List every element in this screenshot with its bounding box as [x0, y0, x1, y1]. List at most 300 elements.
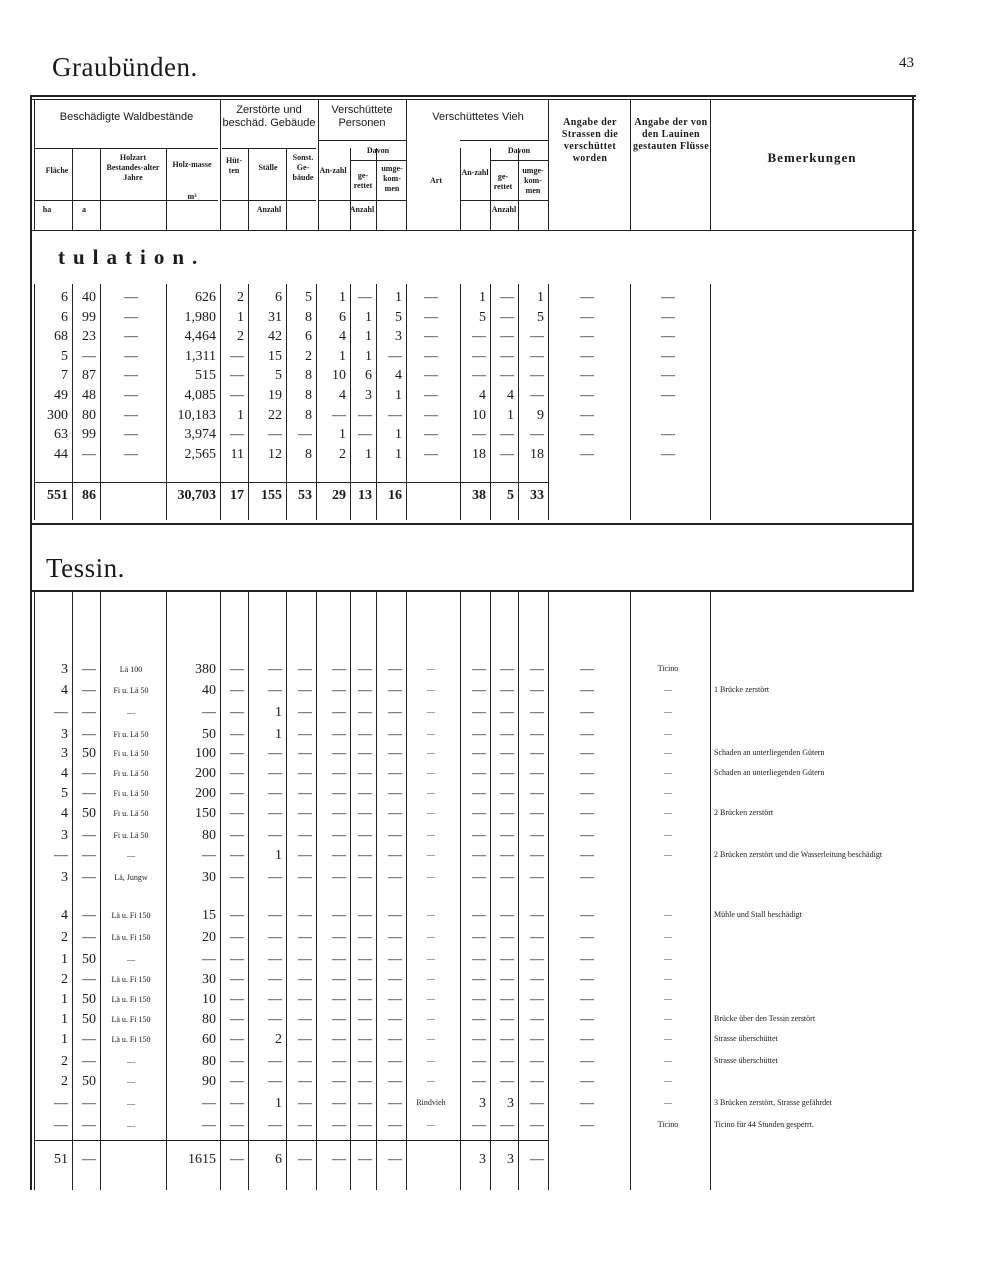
tessin-text-cell: —	[664, 808, 672, 817]
tessin-cell: —	[358, 1118, 372, 1133]
table-horizontal-rule	[460, 200, 548, 201]
graubuenden-cell: 6	[339, 309, 346, 325]
graubuenden-cell: 5	[395, 309, 402, 325]
tessin-cell: 2	[61, 930, 68, 945]
graubuenden-cell: —	[230, 368, 244, 384]
header-waldbestaende: Beschädigte Waldbestände	[59, 111, 194, 123]
tessin-cell: 1	[275, 1096, 282, 1111]
tessin-cell: —	[472, 870, 486, 885]
tessin-remark: Mühle und Stall beschädigt	[714, 910, 802, 919]
graubuenden-cell: 10	[472, 407, 486, 423]
graubuenden-cell: 1	[339, 427, 346, 443]
tessin-cell: 3	[61, 870, 68, 885]
tessin-cell: —	[332, 683, 346, 698]
tessin-text-cell: —	[427, 729, 435, 738]
graubuenden-cell: 1	[479, 290, 486, 305]
tessin-holzart-cell: Lä u. Fi 150	[111, 1015, 151, 1024]
tessin-cell: 30	[202, 972, 216, 987]
tessin-cell: —	[358, 870, 372, 885]
tessin-cell: —	[298, 766, 312, 781]
tessin-text-cell: —	[664, 707, 672, 716]
page-number: 43	[899, 55, 914, 71]
tessin-cell: —	[230, 870, 244, 885]
tessin-cell: 4	[61, 806, 68, 821]
tessin-cell: —	[530, 828, 544, 843]
tessin-cell: —	[332, 972, 346, 987]
header-fluesse: Angabe der von den Lauinen gestauten Flüsse	[632, 117, 710, 152]
graubuenden-cell: 49	[54, 388, 68, 403]
table-vertical-rule	[406, 99, 407, 230]
tessin-holzart-cell: Fi u. Lä 50	[113, 831, 149, 840]
tessin-cell: —	[230, 972, 244, 987]
graubuenden-cell: —	[472, 348, 486, 364]
tessin-text-cell: —	[664, 788, 672, 797]
tessin-cell: —	[388, 683, 402, 698]
tessin-cell: —	[332, 1118, 346, 1133]
tessin-cell: —	[82, 683, 96, 698]
tessin-cell: —	[530, 806, 544, 821]
tessin-cell: —	[332, 727, 346, 742]
table-vertical-rule	[548, 99, 549, 230]
tessin-text-cell: —	[427, 850, 435, 859]
tessin-holzart-cell: Lä u. Fi 150	[111, 911, 151, 920]
tessin-cell: —	[230, 848, 244, 863]
tessin-cell: —	[54, 848, 68, 863]
tessin-cell: —	[388, 1012, 402, 1027]
graubuenden-total-cell: 16	[388, 488, 402, 503]
tessin-cell: —	[230, 1032, 244, 1047]
tessin-cell: —	[202, 705, 216, 720]
header-sonst: Sonst. Ge-bäude	[292, 153, 314, 182]
header-anzahl-personen: An-zahl	[319, 166, 347, 175]
tessin-cell: —	[82, 705, 96, 720]
tessin-cell: —	[268, 806, 282, 821]
tessin-cell: —	[358, 1054, 372, 1069]
graubuenden-cell: 42	[268, 329, 282, 345]
tessin-cell: —	[580, 828, 594, 843]
graubuenden-cell: 4	[507, 388, 514, 403]
tessin-cell: 2	[61, 1074, 68, 1089]
tessin-cell: —	[472, 683, 486, 698]
graubuenden-cell: —	[472, 368, 486, 384]
tessin-cell: —	[500, 705, 514, 720]
tessin-cell: —	[268, 992, 282, 1007]
tessin-total-cell: —	[298, 1152, 312, 1167]
tessin-cell: —	[298, 828, 312, 843]
tessin-cell: 5	[61, 786, 68, 801]
tessin-cell: 100	[195, 746, 216, 761]
tessin-text-cell: —	[664, 954, 672, 963]
tessin-cell: —	[472, 766, 486, 781]
graubuenden-total-cell: 29	[332, 488, 346, 503]
graubuenden-cell: 10	[332, 368, 346, 384]
tessin-cell: —	[388, 1032, 402, 1047]
tessin-text-cell: —	[427, 830, 435, 839]
graubuenden-cell: 8	[305, 388, 312, 403]
graubuenden-cell: 9	[537, 407, 544, 423]
tessin-cell: —	[472, 1118, 486, 1133]
tessin-total-cell: 51	[54, 1152, 68, 1167]
tessin-cell: —	[82, 1118, 96, 1133]
tessin-cell: —	[580, 1118, 594, 1133]
graubuenden-cell: 2,565	[184, 446, 216, 462]
tessin-cell: 50	[82, 806, 96, 821]
graubuenden-cell: 10,183	[177, 407, 216, 423]
tessin-cell: —	[530, 952, 544, 967]
tessin-cell: 3	[61, 727, 68, 742]
tessin-cell: 80	[202, 828, 216, 843]
graubuenden-cell: —	[124, 309, 138, 325]
tessin-text-cell: —	[664, 685, 672, 694]
tessin-cell: —	[230, 1012, 244, 1027]
graubuenden-cell: 8	[305, 309, 312, 325]
tessin-cell: —	[268, 1118, 282, 1133]
tessin-cell: —	[530, 746, 544, 761]
graubuenden-cell: —	[82, 446, 96, 462]
tessin-remark: 1 Brücke zerstört	[714, 685, 770, 694]
tessin-cell: —	[500, 952, 514, 967]
tessin-cell: —	[230, 1096, 244, 1111]
tessin-text-cell: —	[427, 788, 435, 797]
tessin-cell: —	[358, 662, 372, 677]
graubuenden-cell: 87	[82, 368, 96, 384]
tessin-cell: —	[500, 766, 514, 781]
tessin-cell: 3	[507, 1096, 514, 1111]
tessin-cell: —	[82, 972, 96, 987]
tessin-total-cell: 1615	[188, 1152, 216, 1167]
tessin-cell: —	[530, 727, 544, 742]
tessin-remark: Strasse überschüttet	[714, 1056, 778, 1065]
tessin-cell: —	[580, 746, 594, 761]
graubuenden-cell: 1	[395, 388, 402, 403]
graubuenden-cell: —	[424, 388, 438, 403]
graubuenden-cell: 6	[275, 290, 282, 305]
tessin-total-cell: —	[530, 1152, 544, 1167]
tessin-holzart-cell: Fi u. Lä 50	[113, 686, 149, 695]
graubuenden-total-cell: 53	[298, 488, 312, 503]
tessin-cell: 50	[82, 1012, 96, 1027]
graubuenden-cell: 22	[268, 407, 282, 423]
tessin-text-cell: —	[427, 1014, 435, 1023]
tessin-holzart-cell: Lä 100	[119, 665, 143, 674]
graubuenden-cell: —	[332, 407, 346, 423]
tessin-remark: Schaden an unterliegenden Gütern	[714, 748, 825, 757]
graubuenden-cell: —	[530, 388, 544, 403]
tessin-cell: —	[580, 705, 594, 720]
tessin-cell: —	[230, 1118, 244, 1133]
tessin-cell: 200	[195, 766, 216, 781]
tessin-cell: —	[500, 662, 514, 677]
tessin-cell: —	[358, 828, 372, 843]
tessin-cell: —	[298, 992, 312, 1007]
tessin-text-cell: —	[427, 872, 435, 881]
tessin-cell: —	[530, 848, 544, 863]
tessin-cell: —	[388, 662, 402, 677]
graubuenden-cell: —	[500, 348, 514, 364]
tessin-cell: —	[388, 806, 402, 821]
tessin-cell: —	[268, 930, 282, 945]
table-vertical-rule	[220, 99, 221, 230]
graubuenden-cell: 1,311	[185, 348, 216, 364]
tessin-cell: —	[358, 806, 372, 821]
graubuenden-cell: 1	[395, 446, 402, 462]
tessin-cell: —	[388, 1118, 402, 1133]
tessin-cell: —	[332, 828, 346, 843]
tessin-text-cell: —	[427, 910, 435, 919]
graubuenden-cell: —	[424, 290, 438, 305]
graubuenden-cell: —	[500, 427, 514, 443]
tessin-holzart-cell: Fi u. Lä 50	[113, 789, 149, 798]
graubuenden-cell: 15	[268, 348, 282, 364]
tessin-cell: —	[230, 662, 244, 677]
tessin-cell: —	[580, 952, 594, 967]
graubuenden-cell: 2	[305, 348, 312, 364]
tessin-cell: 80	[202, 1012, 216, 1027]
tessin-cell: —	[358, 746, 372, 761]
tessin-holzart-cell: —	[127, 955, 135, 964]
header-anzahl-vieh-footer: Anzahl	[491, 205, 517, 214]
table-horizontal-rule	[34, 1140, 548, 1141]
graubuenden-cell: 63	[54, 427, 68, 443]
tessin-cell: 20	[202, 930, 216, 945]
tessin-cell: —	[298, 806, 312, 821]
tessin-cell: —	[388, 786, 402, 801]
tessin-cell: 50	[82, 992, 96, 1007]
graubuenden-cell: —	[424, 446, 438, 462]
tessin-cell: —	[298, 727, 312, 742]
tessin-cell: —	[298, 952, 312, 967]
graubuenden-cell: —	[661, 329, 675, 345]
tessin-cell: —	[230, 930, 244, 945]
header-ha: ha	[42, 205, 52, 214]
tessin-cell: 60	[202, 1032, 216, 1047]
tessin-cell: —	[472, 848, 486, 863]
tessin-cell: —	[472, 705, 486, 720]
header-staelle: Ställe	[258, 163, 278, 172]
tessin-cell: —	[580, 848, 594, 863]
tessin-text-cell: —	[664, 729, 672, 738]
tessin-cell: —	[82, 662, 96, 677]
graubuenden-cell: —	[424, 368, 438, 384]
tessin-cell: —	[298, 683, 312, 698]
tessin-cell: —	[388, 930, 402, 945]
tessin-cell: —	[298, 1054, 312, 1069]
tessin-cell: —	[388, 766, 402, 781]
tessin-cell: 2	[275, 1032, 282, 1047]
graubuenden-cell: —	[500, 290, 514, 305]
tessin-remark: Ticino für 44 Stunden gesperrt.	[714, 1120, 814, 1129]
graubuenden-cell: 5	[537, 309, 544, 325]
tessin-cell: —	[358, 786, 372, 801]
tessin-cell: —	[332, 786, 346, 801]
tessin-cell: —	[268, 972, 282, 987]
tessin-cell: —	[580, 1012, 594, 1027]
tessin-cell: —	[268, 870, 282, 885]
tessin-cell: —	[332, 952, 346, 967]
tessin-cell: —	[472, 1012, 486, 1027]
tessin-cell: 150	[195, 806, 216, 821]
graubuenden-cell: —	[530, 329, 544, 345]
graubuenden-cell: —	[124, 427, 138, 443]
tessin-cell: —	[268, 1012, 282, 1027]
graubuenden-cell: 1	[365, 348, 372, 364]
graubuenden-cell: 1	[237, 309, 244, 325]
tessin-cell: —	[332, 1012, 346, 1027]
tessin-total-cell: —	[332, 1152, 346, 1167]
tessin-cell: —	[580, 727, 594, 742]
tessin-holzart-cell: —	[127, 1099, 135, 1108]
header-m3: m³	[187, 192, 197, 201]
tessin-cell: —	[530, 870, 544, 885]
tessin-cell: 50	[82, 952, 96, 967]
tessin-total-cell: —	[230, 1152, 244, 1167]
tessin-cell: —	[530, 1054, 544, 1069]
tessin-cell: —	[230, 727, 244, 742]
graubuenden-cell: —	[424, 407, 438, 423]
graubuenden-cell: 19	[268, 388, 282, 403]
header-bemerkungen: Bemerkungen	[767, 150, 857, 165]
tessin-cell: —	[580, 992, 594, 1007]
tessin-cell: —	[388, 727, 402, 742]
header-flaeche: Fläche	[45, 166, 69, 175]
tessin-cell: —	[472, 1074, 486, 1089]
tessin-cell: —	[332, 1032, 346, 1047]
tessin-cell: 10	[202, 992, 216, 1007]
tessin-cell: —	[298, 1012, 312, 1027]
tessin-cell: —	[580, 1054, 594, 1069]
tessin-cell: —	[332, 1096, 346, 1111]
tessin-cell: —	[388, 848, 402, 863]
tessin-cell: —	[202, 1096, 216, 1111]
tessin-cell: 4	[61, 766, 68, 781]
tessin-cell: —	[332, 662, 346, 677]
table-horizontal-rule	[490, 160, 548, 161]
graubuenden-cell: —	[424, 329, 438, 345]
tessin-cell: —	[332, 930, 346, 945]
tessin-cell: —	[580, 908, 594, 923]
graubuenden-cell: 40	[82, 290, 96, 305]
table-horizontal-rule	[222, 148, 316, 149]
tessin-cell: —	[500, 992, 514, 1007]
tessin-cell: 3	[61, 828, 68, 843]
tessin-cell: —	[530, 786, 544, 801]
tessin-cell: —	[82, 727, 96, 742]
tessin-cell: 3	[61, 746, 68, 761]
tessin-cell: —	[388, 705, 402, 720]
section-title-tulation: tulation.	[58, 245, 206, 269]
graubuenden-cell: 99	[82, 309, 96, 325]
tessin-text-cell: —	[664, 768, 672, 777]
graubuenden-cell: —	[661, 348, 675, 364]
table-vertical-rule	[710, 592, 711, 1190]
graubuenden-cell: 3,974	[184, 427, 216, 443]
tessin-text-cell: —	[427, 954, 435, 963]
tessin-cell: —	[298, 1032, 312, 1047]
graubuenden-cell: —	[124, 329, 138, 345]
graubuenden-cell: 99	[82, 427, 96, 443]
tessin-cell: —	[472, 1032, 486, 1047]
tessin-cell: —	[332, 705, 346, 720]
graubuenden-cell: 1,980	[184, 309, 216, 325]
tessin-cell: —	[500, 848, 514, 863]
tessin-cell: —	[230, 705, 244, 720]
tessin-cell: —	[332, 1074, 346, 1089]
graubuenden-cell: —	[230, 427, 244, 443]
tessin-cell: —	[580, 930, 594, 945]
graubuenden-cell: —	[298, 427, 312, 443]
graubuenden-cell: 6	[61, 290, 68, 305]
tessin-cell: —	[530, 1118, 544, 1133]
graubuenden-cell: —	[268, 427, 282, 443]
tessin-cell: —	[358, 705, 372, 720]
tessin-cell: —	[358, 1012, 372, 1027]
graubuenden-cell: —	[500, 309, 514, 325]
graubuenden-cell: —	[661, 388, 675, 403]
tessin-cell: —	[530, 1032, 544, 1047]
tessin-cell: —	[230, 992, 244, 1007]
tessin-cell: —	[298, 1118, 312, 1133]
graubuenden-cell: —	[530, 348, 544, 364]
graubuenden-cell: 1	[365, 446, 372, 462]
graubuenden-cell: —	[580, 368, 594, 384]
graubuenden-cell: 4	[339, 388, 346, 403]
tessin-cell: —	[500, 727, 514, 742]
tessin-text-cell: —	[427, 974, 435, 983]
tessin-cell: —	[230, 746, 244, 761]
tessin-cell: 15	[202, 908, 216, 923]
tessin-cell: —	[530, 705, 544, 720]
table-vertical-rule	[100, 148, 101, 230]
tessin-text-cell: —	[427, 1056, 435, 1065]
graubuenden-cell: 2	[237, 290, 244, 305]
graubuenden-cell: —	[124, 368, 138, 384]
tessin-cell: —	[230, 828, 244, 843]
tessin-cell: 380	[195, 662, 216, 677]
table-horizontal-rule	[350, 160, 406, 161]
tessin-cell: —	[332, 908, 346, 923]
graubuenden-cell: 1	[395, 290, 402, 305]
tessin-cell: —	[82, 828, 96, 843]
tessin-cell: —	[268, 766, 282, 781]
tessin-cell: —	[358, 972, 372, 987]
tessin-cell: —	[580, 662, 594, 677]
tessin-cell: —	[298, 908, 312, 923]
tessin-cell: —	[530, 1012, 544, 1027]
table-horizontal-rule	[222, 200, 316, 201]
tessin-cell: —	[580, 1032, 594, 1047]
graubuenden-cell: 18	[530, 446, 544, 462]
graubuenden-cell: 515	[195, 368, 216, 384]
tessin-cell: —	[580, 786, 594, 801]
graubuenden-cell: —	[661, 446, 675, 462]
tessin-cell: 1	[275, 705, 282, 720]
tessin-total-cell: 6	[275, 1152, 282, 1167]
tessin-cell: —	[530, 1074, 544, 1089]
tessin-cell: —	[230, 786, 244, 801]
tessin-cell: —	[500, 1032, 514, 1047]
graubuenden-cell: 6	[305, 329, 312, 345]
tessin-cell: —	[298, 848, 312, 863]
tessin-cell: —	[298, 705, 312, 720]
graubuenden-cell: 2	[339, 446, 346, 462]
tessin-cell: 50	[202, 727, 216, 742]
tessin-cell: —	[500, 1118, 514, 1133]
tessin-cell: —	[332, 766, 346, 781]
tessin-cell: —	[298, 1096, 312, 1111]
tessin-holzart-cell: Lä u. Fi 150	[111, 933, 151, 942]
graubuenden-total-cell: 30,703	[177, 488, 216, 503]
tessin-remark: 2 Brücken zerstört	[714, 808, 774, 817]
